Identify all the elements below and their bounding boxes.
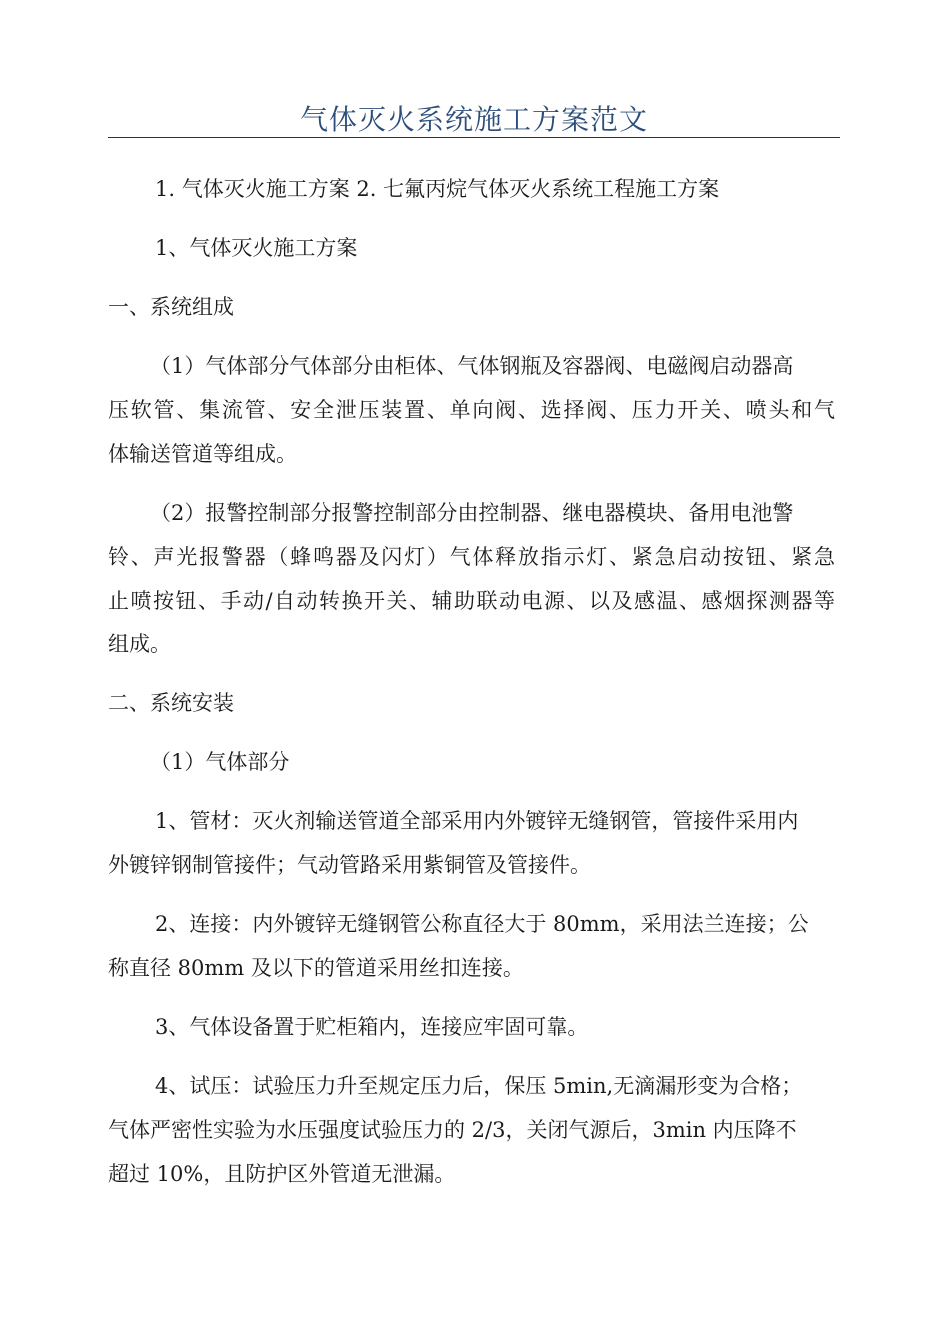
paragraph-line: 体输送管道等组成。 bbox=[108, 442, 297, 466]
paragraph-line: 压软管、集流管、安全泄压装置、单向阀、选择阀、压力开关、喷头和气 bbox=[108, 398, 835, 422]
paragraph-line: 超过 10%，且防护区外管道无泄漏。 bbox=[108, 1162, 456, 1186]
paragraph-line: 气体严密性实验为水压强度试验压力的 2/3，关闭气源后，3min 内压降不 bbox=[108, 1118, 797, 1142]
paragraph-line: 4、试压：试验压力升至规定压力后，保压 5min,无滴漏形变为合格； bbox=[155, 1074, 803, 1098]
paragraph-line: 1、管材：灭火剂输送管道全部采用内外镀锌无缝钢管，管接件采用内 bbox=[155, 809, 799, 833]
paragraph-line: 外镀锌钢制管接件；气动管路采用紫铜管及管接件。 bbox=[108, 853, 591, 877]
title-underline bbox=[108, 137, 840, 138]
toc-line: 1. 气体灭火施工方案 2. 七氟丙烷气体灭火系统工程施工方案 bbox=[155, 177, 720, 201]
section-title: 1、气体灭火施工方案 bbox=[155, 236, 358, 260]
paragraph-line: 称直径 80mm 及以下的管道采用丝扣连接。 bbox=[108, 956, 524, 980]
paragraph-line: 铃、声光报警器（蜂鸣器及闪灯）气体释放指示灯、紧急启动按钮、紧急 bbox=[108, 545, 835, 569]
heading-system-installation: 二、系统安装 bbox=[108, 691, 234, 715]
paragraph-line: 2、连接：内外镀锌无缝钢管公称直径大于 80mm，采用法兰连接；公 bbox=[155, 912, 809, 936]
paragraph-line: 3、气体设备置于贮柜箱内，连接应牢固可靠。 bbox=[155, 1015, 589, 1039]
subheading-gas-part: （1）气体部分 bbox=[150, 750, 290, 774]
heading-system-composition: 一、系统组成 bbox=[108, 295, 234, 319]
paragraph-line: 组成。 bbox=[108, 632, 171, 656]
paragraph-line: 止喷按钮、手动/自动转换开关、辅助联动电源、以及感温、感烟探测器等 bbox=[108, 589, 835, 613]
paragraph-line: （2）报警控制部分报警控制部分由控制器、继电器模块、备用电池警 bbox=[150, 501, 794, 525]
document-title: 气体灭火系统施工方案范文 bbox=[299, 103, 648, 136]
paragraph-line: （1）气体部分气体部分由柜体、气体钢瓶及容器阀、电磁阀启动器高 bbox=[150, 354, 794, 378]
